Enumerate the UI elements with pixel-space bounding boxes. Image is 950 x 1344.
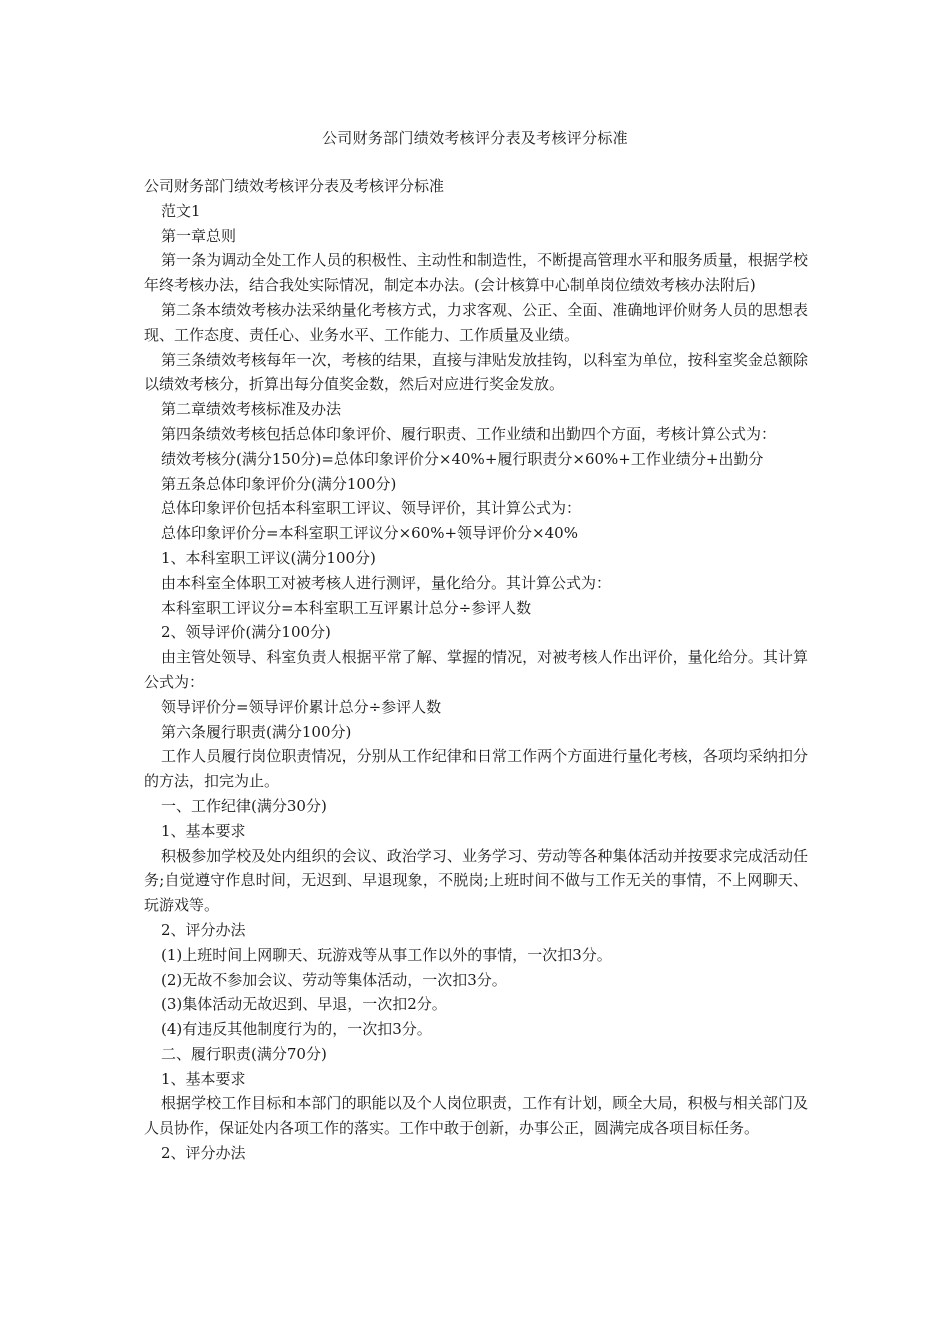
document-paragraph: 1、本科室职工评议(满分100分) [161, 548, 376, 567]
document-paragraph: 绩效考核分(满分150分)=总体印象评价分×40%+履行职责分×60%+工作业绩分+出勤分 [161, 449, 764, 468]
document-paragraph: 1、基本要求 [161, 1069, 246, 1088]
document-paragraph: 本科室职工评议分=本科室职工互评累计总分÷参评人数 [161, 598, 532, 617]
document-paragraph: 第二条本绩效考核办法采纳量化考核方式，力求客观、公正、全面、准确地评价财务人员的思想表现、工作态度、责任心、业务水平、工作能力、工作质量及业绩。 [144, 300, 808, 344]
document-paragraph: (4)有违反其他制度行为的，一次扣3分。 [161, 1020, 432, 1039]
document-paragraph: 总体印象评价分=本科室职工评议分×60%+领导评价分×40% [161, 524, 578, 543]
document-paragraph: 第一章总则 [161, 226, 237, 245]
document-paragraph: 工作人员履行岗位职责情况，分别从工作纪律和日常工作两个方面进行量化考核，各项均采纳扣分的方法，扣完为止。 [144, 747, 808, 791]
document-paragraph: 领导评价分=领导评价累计总分÷参评人数 [161, 697, 442, 716]
document-paragraph: 第三条绩效考核每年一次，考核的结果，直接与津贴发放挂钩，以科室为单位，按科室奖金总额除以绩效考核分，折算出每分值奖金数，然后对应进行奖金发放。 [144, 350, 808, 394]
document-paragraph: 2、评分办法 [161, 920, 246, 939]
document-paragraph: 根据学校工作目标和本部门的职能以及个人岗位职责，工作有计划，顾全大局，积极与相关部门及人员协作，保证处内各项工作的落实。工作中敢于创新，办事公正，圆满完成各项目标任务。 [144, 1094, 808, 1138]
document-paragraph: 第二章绩效考核标准及办法 [161, 400, 342, 419]
document-paragraph: 2、领导评价(满分100分) [161, 623, 331, 642]
document-paragraph: 2、评分办法 [161, 1144, 246, 1163]
document-title: 公司财务部门绩效考核评分表及考核评分标准 [321, 129, 628, 147]
document-body [144, 174, 808, 1166]
document-paragraph: 一、工作纪律(满分30分) [161, 796, 327, 815]
document-paragraph: 第五条总体印象评价分(满分100分) [161, 474, 397, 493]
document-paragraph: 由本科室全体职工对被考核人进行测评，量化给分。其计算公式为： [161, 573, 612, 592]
document-paragraph: 公司财务部门绩效考核评分表及考核评分标准 [144, 177, 445, 195]
document-paragraph: (3)集体活动无故迟到、早退，一次扣2分。 [161, 995, 447, 1014]
document-paragraph: 总体印象评价包括本科室职工评议、领导评价，其计算公式为： [161, 499, 582, 518]
document-paragraph: (2)无故不参加会议、劳动等集体活动，一次扣3分。 [161, 970, 507, 989]
document-paragraph: (1)上班时间上网聊天、玩游戏等从事工作以外的事情，一次扣3分。 [161, 945, 612, 964]
document-paragraph: 1、基本要求 [161, 821, 246, 840]
document-paragraph: 第四条绩效考核包括总体印象评价、履行职责、工作业绩和出勤四个方面，考核计算公式为： [161, 424, 777, 443]
document-paragraph: 由主管处领导、科室负责人根据平常了解、掌握的情况，对被考核人作出评价，量化给分。其计算公式为： [144, 648, 808, 691]
document-paragraph: 第一条为调动全处工作人员的积极性、主动性和制造性，不断提高管理水平和服务质量，根据学校年终考核办法，结合我处实际情况，制定本办法。(会计核算中心制单岗位绩效考核办法附后) [144, 251, 808, 295]
document-paragraph: 二、履行职责(满分70分) [161, 1044, 327, 1063]
document-paragraph: 范文1 [161, 201, 201, 220]
document-paragraph: 积极参加学校及处内组织的会议、政治学习、业务学习、劳动等各种集体活动并按要求完成活动任务;自觉遵守作息时间，无迟到、早退现象，不脱岗;上班时间不做与工作无关的事情，不上网聊天、玩游戏等。 [144, 846, 808, 915]
document-paragraph: 第六条履行职责(满分100分) [161, 722, 352, 741]
